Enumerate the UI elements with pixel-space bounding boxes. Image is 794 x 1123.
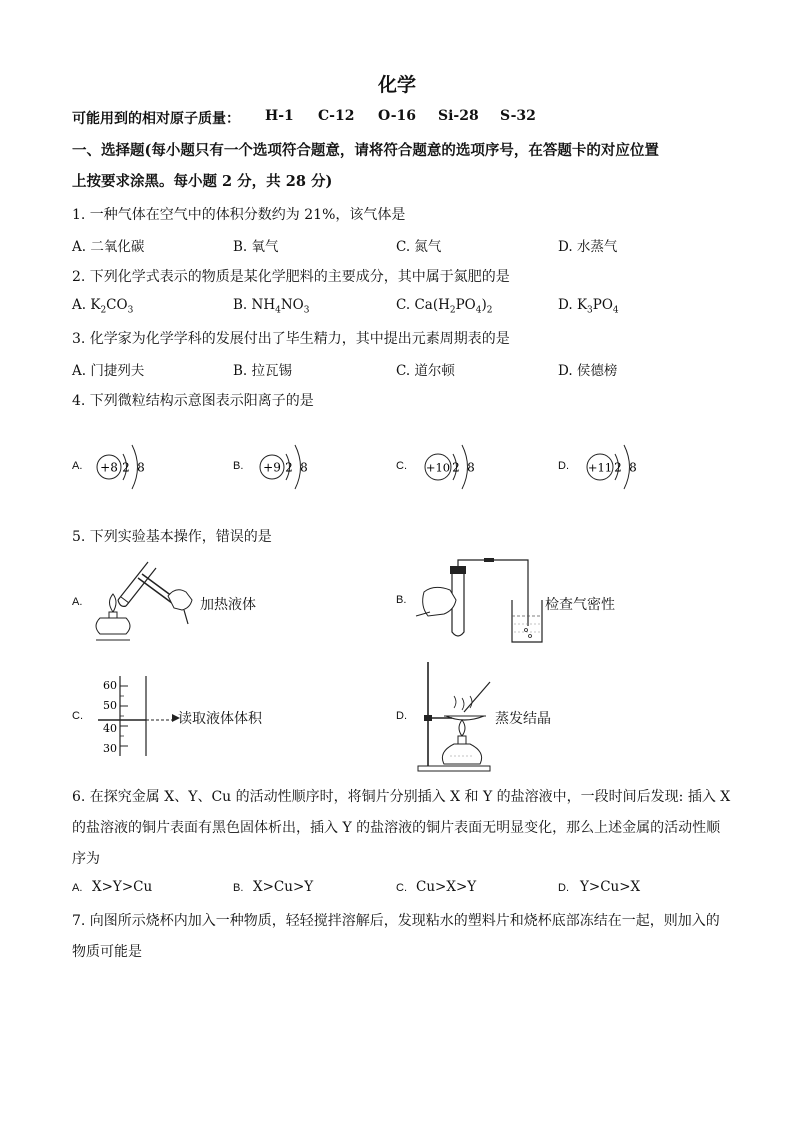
q6-option-a[interactable]: X>Y>Cu xyxy=(92,879,153,895)
q1-option-b[interactable]: B. 氧气 xyxy=(233,239,279,255)
q2-option-c[interactable]: C. $Ca(H_2PO_4)_2$ xyxy=(396,297,493,316)
question-3-stem: 3. 化学家为化学学科的发展付出了毕生精力，其中提出元素周期表的是 xyxy=(72,331,510,347)
q6-label-c: C. xyxy=(396,882,407,894)
q3-option-d[interactable]: D. 侯德榜 xyxy=(558,363,618,379)
question-2-stem: 2. 下列化学式表示的物质是某化学肥料的主要成分，其中属于氮肥的是 xyxy=(72,269,510,285)
cylinder-tick-60: 60 xyxy=(103,679,117,692)
nucleus-charge: +10 xyxy=(425,460,451,475)
nucleus-charge: +9 xyxy=(263,460,281,475)
q5-label-a: A. xyxy=(72,596,83,608)
q1-option-d[interactable]: D. 水蒸气 xyxy=(558,239,618,255)
q4-label-c: C. xyxy=(396,460,407,472)
shell-1-count: 2 xyxy=(285,460,293,475)
q6-label-d: D. xyxy=(558,882,569,894)
q2-option-b[interactable]: B. $NH_4NO_3$ xyxy=(233,297,310,316)
q4-label-d: D. xyxy=(558,460,569,472)
shell-1-count: 2 xyxy=(452,460,460,475)
atomic-mass-label: 可能用到的相对原子质量： xyxy=(72,111,240,127)
q4-atom-diagram-a[interactable] xyxy=(92,432,162,502)
q3-option-b[interactable]: B. 拉瓦锡 xyxy=(233,363,293,379)
cylinder-tick-30: 30 xyxy=(103,742,117,755)
q6-option-b[interactable]: X>Cu>Y xyxy=(253,879,314,895)
question-4-stem: 4. 下列微粒结构示意图表示阳离子的是 xyxy=(72,393,314,409)
q4-atom-diagram-d[interactable] xyxy=(582,432,654,502)
q1-option-c[interactable]: C. 氮气 xyxy=(396,239,442,255)
shell-1-count: 2 xyxy=(614,460,622,475)
q2-option-b-label: B. xyxy=(233,297,252,313)
question-7-line1: 7. 向图所示烧杯内加入一种物质，轻轻搅拌溶解后，发现粘水的塑料片和烧杯底部冻结在一起，则加入的 xyxy=(72,913,720,929)
q5-caption-d: 蒸发结晶 xyxy=(495,711,551,727)
section-heading-line2: 上按要求涂黑。每小题 2 分，共 28 分) xyxy=(72,173,333,190)
question-7-line2: 物质可能是 xyxy=(72,944,142,960)
q5-caption-a: 加热液体 xyxy=(200,597,256,613)
q3-option-a[interactable]: A. 门捷列夫 xyxy=(72,363,145,379)
atomic-mass-s: S-32 xyxy=(500,108,536,124)
cylinder-tick-50: 50 xyxy=(103,699,117,712)
page-title: 化学 xyxy=(377,74,416,96)
q4-label-a: A. xyxy=(72,460,83,472)
q5-label-d: D. xyxy=(396,710,407,722)
q5-illustration-heating-liquid[interactable] xyxy=(88,556,198,648)
q2-option-a[interactable]: A. $K_2CO_3$ xyxy=(72,297,134,316)
q5-illustration-airtightness[interactable] xyxy=(414,556,546,648)
shell-1-count: 2 xyxy=(122,460,130,475)
shell-2-count: 8 xyxy=(300,460,308,475)
q2-option-d-label: D. xyxy=(558,297,577,313)
nucleus-charge: +11 xyxy=(587,460,613,475)
q1-option-a[interactable]: A. 二氧化碳 xyxy=(72,239,145,255)
shell-2-count: 8 xyxy=(467,460,475,475)
shell-2-count: 8 xyxy=(629,460,637,475)
q5-illustration-evaporation[interactable] xyxy=(414,660,494,774)
q2-option-a-label: A. xyxy=(72,297,91,313)
q4-atom-diagram-b[interactable] xyxy=(255,432,325,502)
q5-illustration-read-volume[interactable] xyxy=(88,672,180,760)
question-1-stem: 1. 一种气体在空气中的体积分数约为 21%，该气体是 xyxy=(72,207,406,223)
nucleus-charge: +8 xyxy=(100,460,118,475)
q5-label-c: C. xyxy=(72,710,83,722)
atomic-mass-si: Si-28 xyxy=(438,108,479,124)
q3-option-c[interactable]: C. 道尔顿 xyxy=(396,363,455,379)
q2-option-d[interactable]: D. $K_3PO_4$ xyxy=(558,297,619,316)
question-5-stem: 5. 下列实验基本操作，错误的是 xyxy=(72,529,272,545)
q4-atom-diagram-c[interactable] xyxy=(420,432,492,502)
atomic-mass-h: H-1 xyxy=(265,108,294,124)
atomic-mass-c: C-12 xyxy=(318,108,355,124)
atomic-mass-o: O-16 xyxy=(378,108,417,124)
question-6-line3: 序为 xyxy=(72,851,100,867)
q2-option-c-label: C. xyxy=(396,297,415,313)
shell-2-count: 8 xyxy=(137,460,145,475)
q6-option-d[interactable]: Y>Cu>X xyxy=(580,879,641,895)
cylinder-tick-40: 40 xyxy=(103,722,117,735)
q5-label-b: B. xyxy=(396,594,407,606)
question-6-line1: 6. 在探究金属 X、Y、Cu 的活动性顺序时，将铜片分别插入 X 和 Y 的盐溶液中，一段时间后发现: 插入 X xyxy=(72,789,731,805)
q6-label-b: B. xyxy=(233,882,244,894)
q6-option-c[interactable]: Cu>X>Y xyxy=(416,879,477,895)
q5-caption-c: 读取液体体积 xyxy=(178,711,262,727)
question-6-line2: 的盐溶液的铜片表面有黑色固体析出，插入 Y 的盐溶液的铜片表面无明显变化，那么上述金属的活动性顺 xyxy=(72,820,721,836)
q6-label-a: A. xyxy=(72,882,83,894)
q4-label-b: B. xyxy=(233,460,244,472)
q5-caption-b: 检查气密性 xyxy=(545,597,615,613)
section-heading-line1: 一、选择题(每小题只有一个选项符合题意，请将符合题意的选项序号，在答题卡的对应位置 xyxy=(72,142,659,159)
